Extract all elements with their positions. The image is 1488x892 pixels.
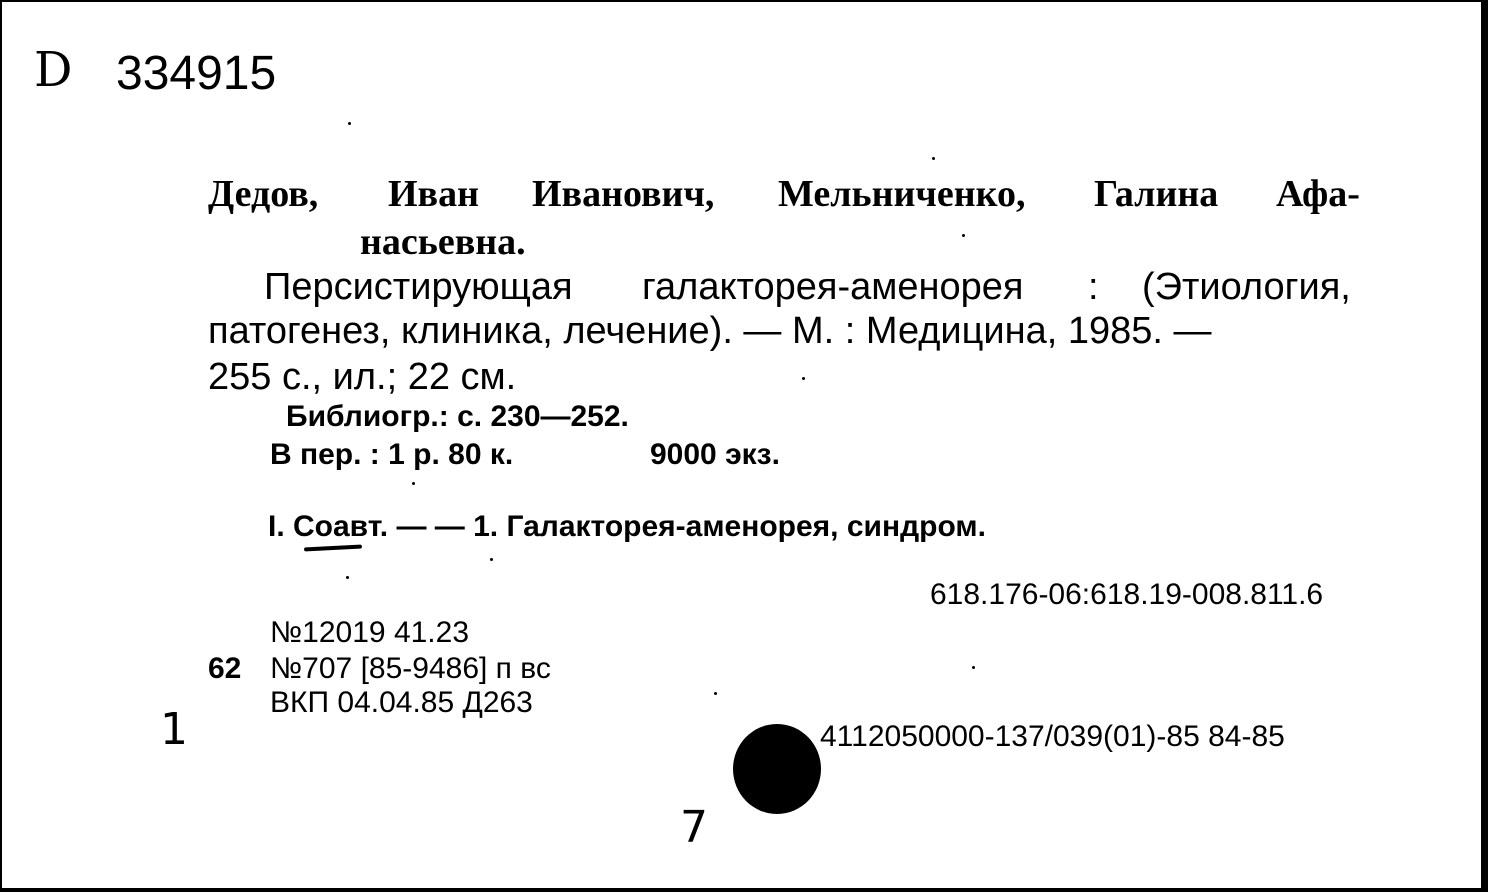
title-word: : [1088, 266, 1099, 308]
speck [802, 377, 805, 380]
author-word: Галина [1094, 173, 1219, 215]
speck [348, 122, 351, 125]
author-word: Дедов, [208, 173, 319, 215]
catalog-line-1: №12019 41.23 [270, 616, 470, 649]
ink-blot [733, 724, 821, 814]
speck [346, 576, 349, 579]
udc-code: 618.176-06:618.19-008.811.6 [930, 578, 1324, 611]
author-word: Иванович, [532, 173, 715, 215]
handwritten-mark: 7 [680, 802, 708, 853]
title-line-3: 255 с., ил.; 22 см. [208, 356, 517, 398]
author-word: Афа- [1276, 173, 1360, 215]
speck [412, 482, 415, 485]
author-line-2: насьевна. [360, 221, 526, 263]
catalog-prefix: 62 [208, 652, 242, 685]
catalog-line-3: ВКП 04.04.85 Д263 [270, 686, 533, 719]
isbn-code: 4112050000-137/039(01)-85 84-85 [820, 720, 1285, 753]
title-word: (Этиология, [1142, 266, 1351, 308]
speck [490, 558, 493, 561]
subjects: I. Соавт. — — 1. Галакторея-аменорея, синдром. [268, 510, 986, 543]
title-word: галакторея-аменорея [642, 266, 1024, 308]
speck [962, 234, 965, 237]
copies: 9000 экз. [650, 438, 780, 471]
catalog-line-2: №707 [85-9486] п вс [270, 652, 551, 685]
bibliography: Библиогр.: с. 230—252. [286, 400, 629, 433]
speck [714, 692, 717, 695]
price: В пер. : 1 р. 80 к. [270, 438, 514, 471]
speck [932, 157, 935, 160]
author-word: Иван [388, 173, 479, 215]
stamp-letter: D [34, 42, 73, 98]
speck [972, 666, 975, 669]
pencil-underline [304, 544, 362, 551]
title-word: Персистирующая [264, 266, 573, 308]
stamp-number: 334915 [116, 47, 277, 100]
handwritten-mark: 1 [160, 704, 188, 755]
title-line-2: патогенез, клиника, лечение). — М. : Медицина, 1985. — [208, 310, 1212, 352]
author-word: Мельниченко, [778, 173, 1026, 215]
